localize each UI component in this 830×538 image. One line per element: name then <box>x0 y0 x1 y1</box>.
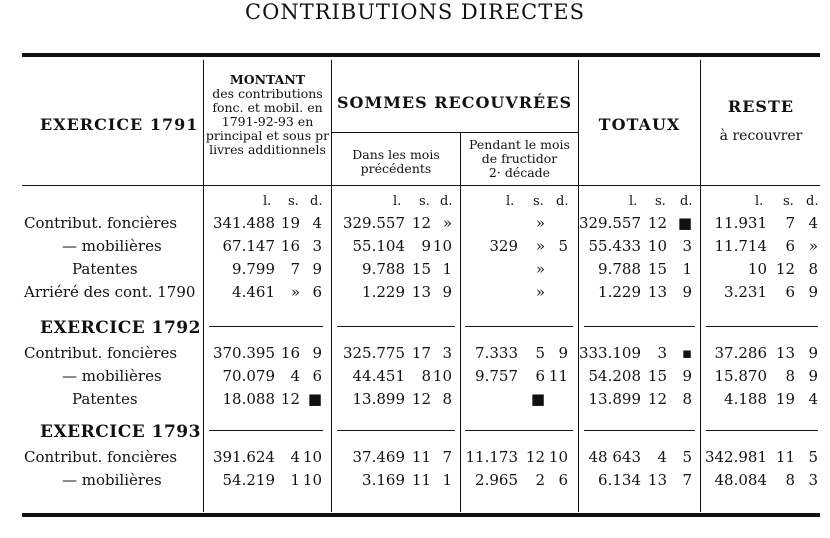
cell-value: 10 <box>302 448 322 466</box>
cell-value: 1 <box>682 260 692 278</box>
row-label: Patentes <box>72 390 138 408</box>
cell-value: » <box>535 214 545 232</box>
row-label: — mobilières <box>62 237 162 255</box>
cell-value: 4 <box>657 448 667 466</box>
cell-value: 9 <box>558 344 568 362</box>
header-reste-sub: à recouvrer <box>719 128 803 144</box>
cell-value: 7 <box>785 214 795 232</box>
cell-value: 70.079 <box>222 367 275 385</box>
cell-value: 9 <box>682 367 692 385</box>
section-rule <box>209 326 323 327</box>
header-montant: MONTANT des contributions fonc. et mobil. en 1791-92-93 en principal et sous pr livres additionnels <box>205 72 330 157</box>
cell-value: 3 <box>657 344 667 362</box>
cell-value: 9 <box>312 344 322 362</box>
cell-value: 10 <box>432 367 452 385</box>
cell-value: 13 <box>411 283 431 301</box>
section-rule <box>337 430 455 431</box>
cell-value: 12 <box>411 390 431 408</box>
cell-value: 15 <box>411 260 431 278</box>
cell-value: 1 <box>290 471 300 489</box>
unit-label: s. <box>783 194 794 209</box>
bottom-rule <box>22 513 820 517</box>
cell-value: 54.219 <box>222 471 275 489</box>
cell-value: 5 <box>558 237 568 255</box>
cell-value: » <box>535 283 545 301</box>
cell-value: 10 <box>647 237 667 255</box>
unit-label: l. <box>629 194 638 209</box>
cell-value: 1.229 <box>598 283 641 301</box>
header-dans: Dans les mois précédents <box>352 147 440 176</box>
unit-label: s. <box>533 194 544 209</box>
cell-value: 16 <box>280 237 300 255</box>
unit-label: l. <box>755 194 764 209</box>
cell-value: 9 <box>682 283 692 301</box>
cell-value: 13.899 <box>352 390 405 408</box>
top-rule <box>22 53 820 57</box>
cell-value: 12 <box>280 390 300 408</box>
cell-value: 9 <box>421 237 431 255</box>
section-rule <box>706 326 818 327</box>
section-rule <box>584 430 695 431</box>
cell-value: 333.109 <box>578 344 641 362</box>
cell-value: 13 <box>647 471 667 489</box>
header-pendant: Pendant le mois de fructidor 2· décade <box>469 137 570 180</box>
cell-value: 13.899 <box>588 390 641 408</box>
cell-value: 7 <box>442 448 452 466</box>
cell-value: 329.557 <box>578 214 641 232</box>
unit-label: l. <box>506 194 515 209</box>
cell-value: 7 <box>290 260 300 278</box>
cell-value: » <box>535 260 545 278</box>
cell-value: 3 <box>442 344 452 362</box>
cell-value: 329.557 <box>342 214 405 232</box>
cell-value: 6 <box>535 367 545 385</box>
cell-value: 12 <box>647 390 667 408</box>
cell-value: 8 <box>442 390 452 408</box>
row-label: Arriéré des cont. 1790 <box>24 283 196 301</box>
cell-value: 48.084 <box>714 471 767 489</box>
unit-label: d. <box>556 194 569 209</box>
cell-value: 18.088 <box>222 390 275 408</box>
cell-value: 10 <box>302 471 322 489</box>
cell-value: 341.488 <box>212 214 275 232</box>
cell-value: 19 <box>775 390 795 408</box>
unit-label: l. <box>263 194 272 209</box>
cell-value: 10 <box>432 237 452 255</box>
cell-value: 11 <box>411 448 431 466</box>
header-reste: RESTE <box>727 97 795 116</box>
unit-label: s. <box>419 194 430 209</box>
cell-value: 8 <box>785 367 795 385</box>
cell-value: 15.870 <box>714 367 767 385</box>
cell-value: 3.231 <box>724 283 767 301</box>
cell-value: 11 <box>548 367 568 385</box>
cell-value: 11 <box>775 448 795 466</box>
cell-value: 12 <box>775 260 795 278</box>
cell-value: 2 <box>535 471 545 489</box>
unit-label: d. <box>310 194 323 209</box>
row-label: Patentes <box>72 260 138 278</box>
cell-value: 6.134 <box>598 471 641 489</box>
cell-value: 4.188 <box>724 390 767 408</box>
section-rule <box>584 326 695 327</box>
row-label: — mobilières <box>62 471 162 489</box>
cell-value: 37.286 <box>714 344 767 362</box>
cell-value: 9.799 <box>232 260 275 278</box>
cell-value: 4 <box>290 367 300 385</box>
cell-value: 17 <box>411 344 431 362</box>
section-rule <box>465 430 573 431</box>
cell-value: 9 <box>312 260 322 278</box>
cell-value: » <box>808 237 818 255</box>
cell-value: 5 <box>808 448 818 466</box>
cell-value: 10 <box>548 448 568 466</box>
unit-label: s. <box>288 194 299 209</box>
cell-value: 11.931 <box>714 214 767 232</box>
cell-value: 325.775 <box>342 344 405 362</box>
unit-label: s. <box>655 194 666 209</box>
cell-value: 3 <box>808 471 818 489</box>
cell-value: 9 <box>442 283 452 301</box>
section-title: EXERCICE 1792 <box>40 318 201 338</box>
section-rule <box>465 326 573 327</box>
cell-value: 1 <box>442 260 452 278</box>
header-totaux: TOTAUX <box>598 115 681 134</box>
cell-value: 4 <box>808 390 818 408</box>
unit-label: l. <box>393 194 402 209</box>
cell-value: » <box>442 214 452 232</box>
cell-value: 55.104 <box>352 237 405 255</box>
cell-value: 11.173 <box>465 448 518 466</box>
cell-value: » <box>290 283 300 301</box>
cell-value: 4 <box>312 214 322 232</box>
cell-value: 370.395 <box>212 344 275 362</box>
cell-value: 19 <box>280 214 300 232</box>
cell-value: 15 <box>647 260 667 278</box>
cell-value: 8 <box>808 260 818 278</box>
cell-value: 1 <box>442 471 452 489</box>
cell-value: 55.433 <box>588 237 641 255</box>
cell-value: 44.451 <box>352 367 405 385</box>
cell-value: 10 <box>747 260 767 278</box>
cell-value: ■ <box>307 390 322 408</box>
section-rule <box>337 326 455 327</box>
cell-value: 5 <box>682 448 692 466</box>
section-rule <box>706 430 818 431</box>
cell-value: 8 <box>785 471 795 489</box>
cell-value: 7.333 <box>475 344 518 362</box>
row-label: Contribut. foncières <box>24 448 178 466</box>
cell-value: ▪ <box>681 344 692 362</box>
cell-value: 9 <box>808 367 818 385</box>
cell-value: 4 <box>808 214 818 232</box>
cell-value: 13 <box>647 283 667 301</box>
header-sommes: SOMMES RECOUVRÉES <box>336 93 572 112</box>
cell-value: 4.461 <box>232 283 275 301</box>
cell-value: 12 <box>647 214 667 232</box>
cell-value: 9.788 <box>362 260 405 278</box>
page-title: CONTRIBUTIONS DIRECTES <box>245 0 585 24</box>
cell-value: 13 <box>775 344 795 362</box>
cell-value: 8 <box>421 367 431 385</box>
cell-value: 9 <box>808 344 818 362</box>
cell-value: 3 <box>682 237 692 255</box>
section-rule <box>209 430 323 431</box>
cell-value: 6 <box>785 283 795 301</box>
cell-value: 6 <box>785 237 795 255</box>
cell-value: 3 <box>312 237 322 255</box>
cell-value: 6 <box>312 367 322 385</box>
cell-value: 12 <box>525 448 545 466</box>
section-title: EXERCICE 1793 <box>40 422 201 442</box>
cell-value: 8 <box>682 390 692 408</box>
cell-value: 1.229 <box>362 283 405 301</box>
header-exercice: EXERCICE 1791 <box>40 115 199 134</box>
cell-value: 11.714 <box>714 237 767 255</box>
cell-value: 3.169 <box>362 471 405 489</box>
cell-value: 11 <box>411 471 431 489</box>
unit-label: d. <box>440 194 453 209</box>
cell-value: ■ <box>677 214 692 232</box>
cell-value: 5 <box>535 344 545 362</box>
sommes-subrule <box>331 132 578 133</box>
cell-value: 48 643 <box>588 448 641 466</box>
cell-value: 54.208 <box>588 367 641 385</box>
cell-value: 16 <box>280 344 300 362</box>
cell-value: 9.788 <box>598 260 641 278</box>
cell-value: 37.469 <box>352 448 405 466</box>
cell-value: 15 <box>647 367 667 385</box>
cell-value: 12 <box>411 214 431 232</box>
cell-value: 342.981 <box>704 448 767 466</box>
cell-value: 6 <box>558 471 568 489</box>
cell-value: » <box>535 237 545 255</box>
cell-value: 391.624 <box>212 448 275 466</box>
row-label: — mobilières <box>62 367 162 385</box>
cell-value: 67.147 <box>222 237 275 255</box>
cell-value: 6 <box>312 283 322 301</box>
row-label: Contribut. foncières <box>24 344 178 362</box>
cell-value: 4 <box>290 448 300 466</box>
row-label: Contribut. foncières <box>24 214 178 232</box>
cell-value: 329 <box>489 237 518 255</box>
cell-value: ■ <box>530 390 545 408</box>
cell-value: 7 <box>682 471 692 489</box>
unit-label: d. <box>806 194 819 209</box>
cell-value: 2.965 <box>475 471 518 489</box>
cell-value: 9.757 <box>475 367 518 385</box>
unit-label: d. <box>680 194 693 209</box>
cell-value: 9 <box>808 283 818 301</box>
